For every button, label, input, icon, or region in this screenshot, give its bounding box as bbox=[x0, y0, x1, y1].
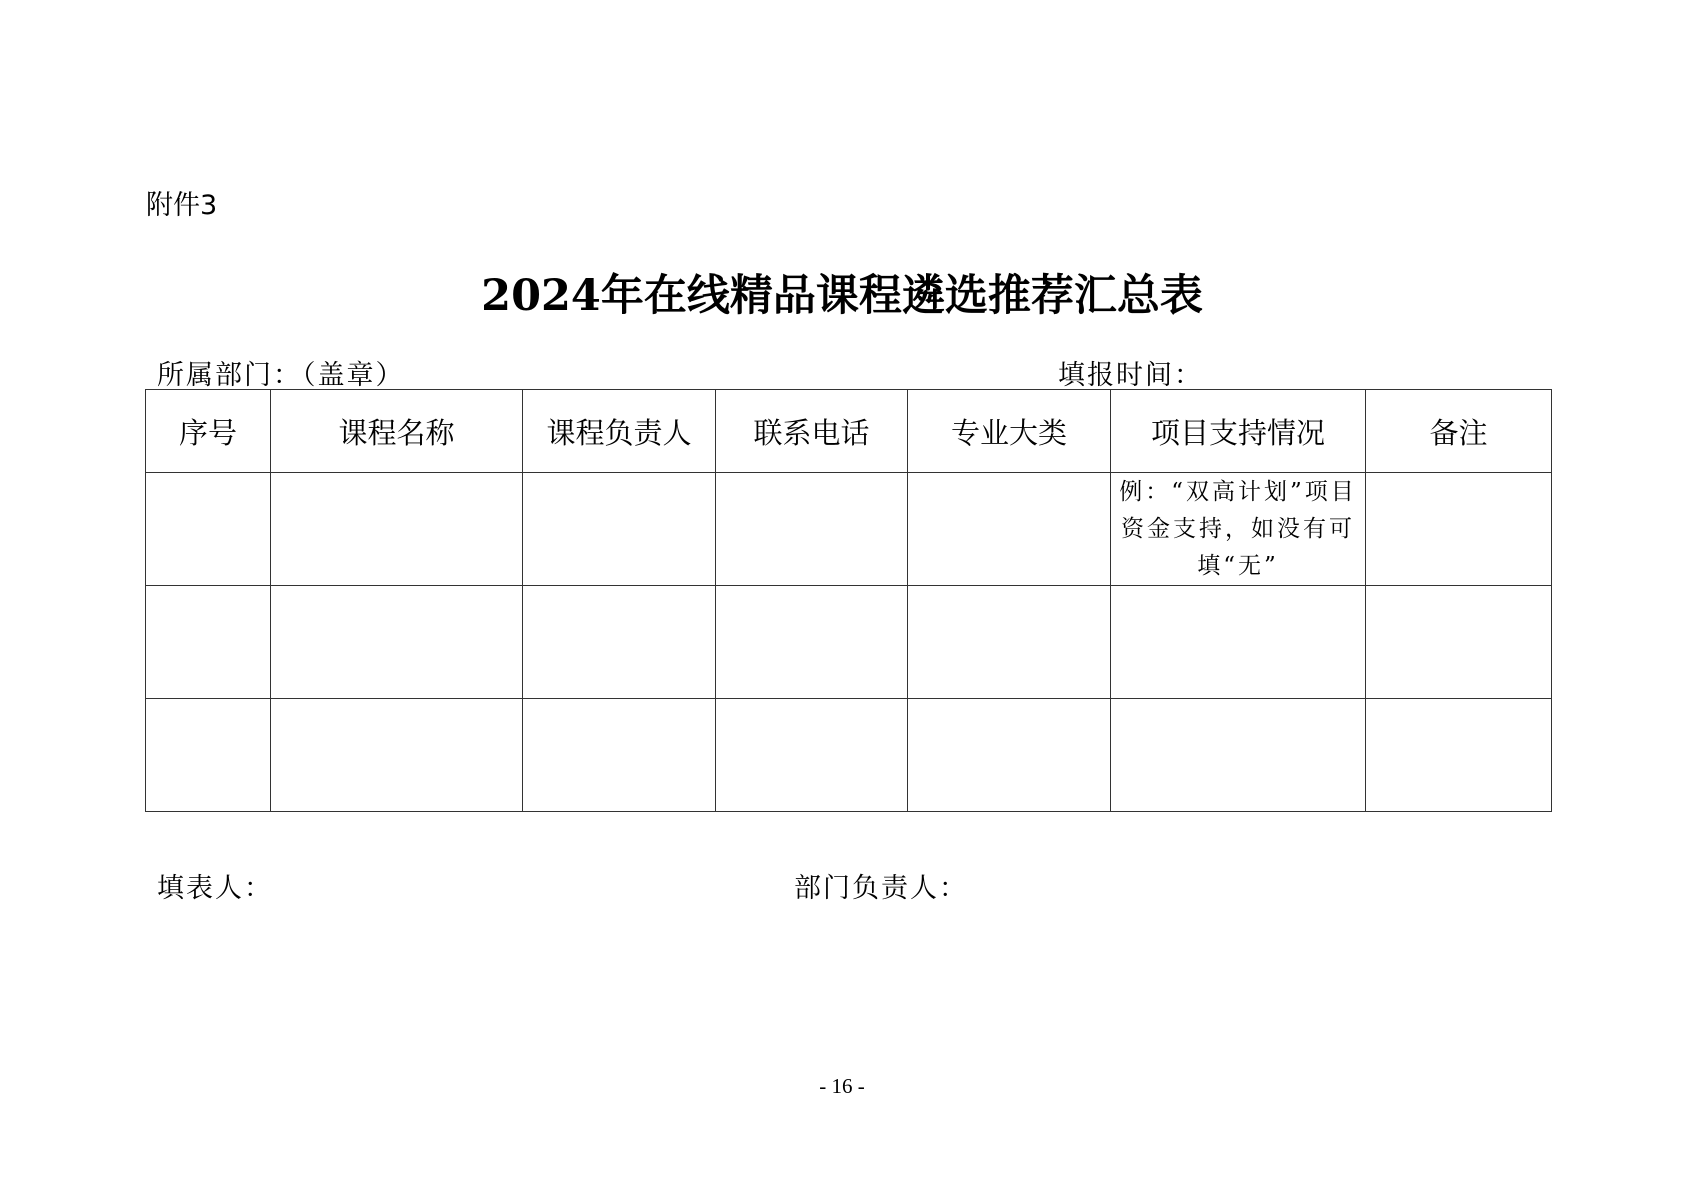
table-cell[interactable] bbox=[1111, 699, 1366, 812]
table-row bbox=[146, 473, 1552, 586]
project-support-example-cell[interactable] bbox=[1111, 473, 1366, 586]
department-label: 所属部门：（盖章） bbox=[157, 360, 405, 391]
table-cell[interactable] bbox=[146, 699, 271, 812]
table-cell[interactable] bbox=[146, 586, 271, 699]
table-cell[interactable] bbox=[523, 473, 716, 586]
table-cell[interactable] bbox=[271, 699, 523, 812]
table-cell[interactable] bbox=[908, 473, 1111, 586]
document-title: 2024年在线精品课程遴选推荐汇总表 bbox=[481, 271, 1203, 321]
summary-table bbox=[145, 389, 1552, 812]
header-course-lead: 课程负责人 bbox=[523, 390, 716, 473]
table-cell[interactable] bbox=[271, 473, 523, 586]
table-cell[interactable] bbox=[908, 586, 1111, 699]
project-support-example-text: 例：“双高计划”项目资金支持，如没有可填“无” bbox=[1119, 478, 1357, 579]
header-remarks: 备注 bbox=[1366, 390, 1552, 473]
table-cell[interactable] bbox=[271, 586, 523, 699]
table-cell[interactable] bbox=[146, 473, 271, 586]
table-cell[interactable] bbox=[1111, 586, 1366, 699]
table-cell[interactable] bbox=[908, 699, 1111, 812]
table-cell[interactable] bbox=[523, 586, 716, 699]
table-cell[interactable] bbox=[716, 586, 908, 699]
table-header-row bbox=[146, 390, 1552, 473]
table-row bbox=[146, 586, 1552, 699]
header-index: 序号 bbox=[146, 390, 271, 473]
table-cell[interactable] bbox=[1366, 473, 1552, 586]
table-cell[interactable] bbox=[716, 473, 908, 586]
table-cell[interactable] bbox=[1366, 699, 1552, 812]
header-major-category: 专业大类 bbox=[908, 390, 1111, 473]
header-course-name: 课程名称 bbox=[271, 390, 523, 473]
table-cell[interactable] bbox=[1366, 586, 1552, 699]
attachment-label: 附件3 bbox=[146, 190, 218, 221]
page-number: - 16 - bbox=[819, 1074, 865, 1098]
filler-label: 填表人： bbox=[157, 873, 273, 904]
dept-head-label: 部门负责人： bbox=[794, 873, 968, 904]
table-row bbox=[146, 699, 1552, 812]
header-phone: 联系电话 bbox=[716, 390, 908, 473]
table-cell[interactable] bbox=[523, 699, 716, 812]
fill-time-label: 填报时间： bbox=[1058, 360, 1203, 391]
table-cell[interactable] bbox=[716, 699, 908, 812]
header-project-support: 项目支持情况 bbox=[1111, 390, 1366, 473]
